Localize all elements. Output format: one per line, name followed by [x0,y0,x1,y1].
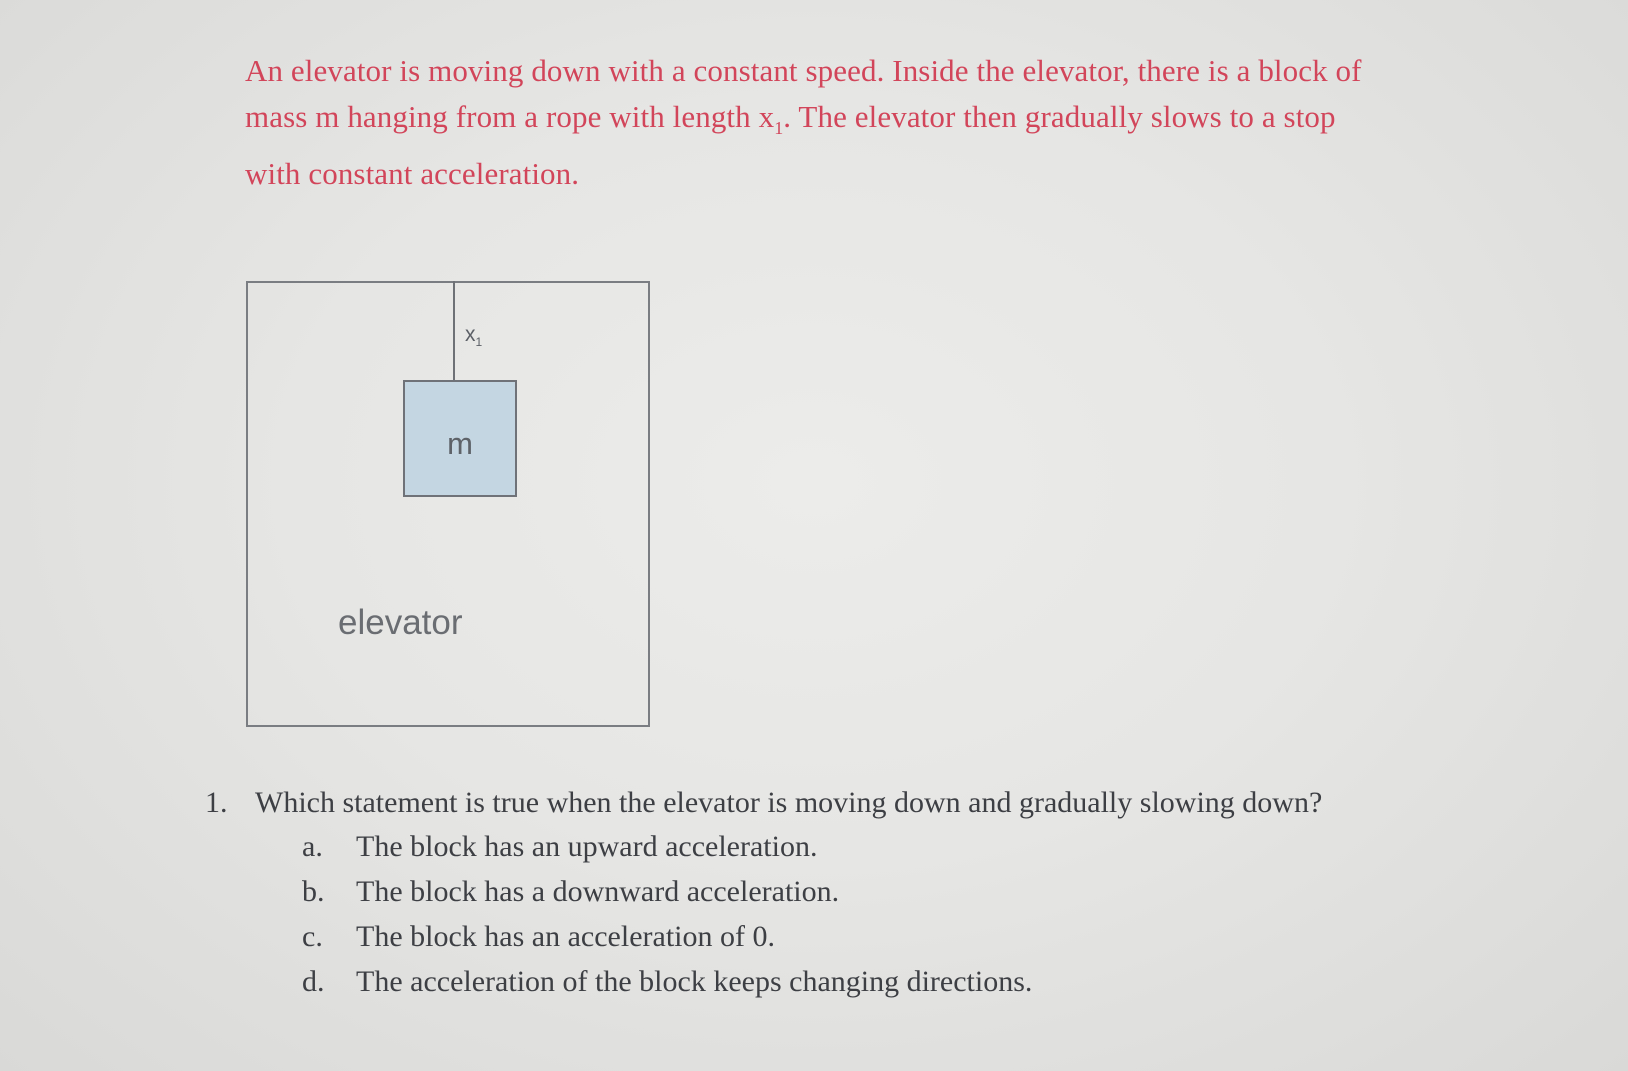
option-a [302,824,1322,869]
question-number: 1. [205,786,228,819]
block-mass-label: m [447,426,473,461]
rope [453,281,455,380]
option-c-letter: c. [302,920,323,953]
option-b [302,869,1322,914]
problem-line-2-start: mass m hanging from a rope with length x [245,99,775,134]
option-d-text: The acceleration of the block keeps changing directions. [356,965,1033,998]
problem-line-2 [245,94,1475,151]
option-d-letter: d. [302,965,325,998]
answer-options [302,824,1322,1004]
rope-length-subscript: 1 [774,118,784,139]
problem-line-2-end: . The elevator then gradually slows to a stop [783,99,1336,134]
option-b-letter: b. [302,875,325,908]
option-c-text: The block has an acceleration of 0. [356,920,775,953]
elevator-diagram [246,281,656,731]
option-d [302,959,1322,1004]
elevator-label: elevator [338,603,463,642]
problem-line-1: An elevator is moving down with a constant speed. Inside the elevator, there is a block of [245,53,1362,88]
elevator-box [246,281,650,727]
rope-length-label-subscript: 1 [475,335,483,350]
option-b-text: The block has a downward acceleration. [356,875,840,908]
hanging-block [403,380,517,497]
option-c [302,914,1322,959]
problem-line-3: with constant acceleration. [245,156,580,192]
option-a-text: The block has an upward acceleration. [356,830,818,863]
question-1-prompt [205,786,1322,820]
option-a-letter: a. [302,830,323,863]
question-1 [205,786,1322,1004]
rope-length-symbol: x [465,323,476,346]
question-text: Which statement is true when the elevator is moving down and gradually slowing down? [255,786,1323,819]
problem-statement [245,48,1475,197]
rope-length-label [465,323,482,349]
